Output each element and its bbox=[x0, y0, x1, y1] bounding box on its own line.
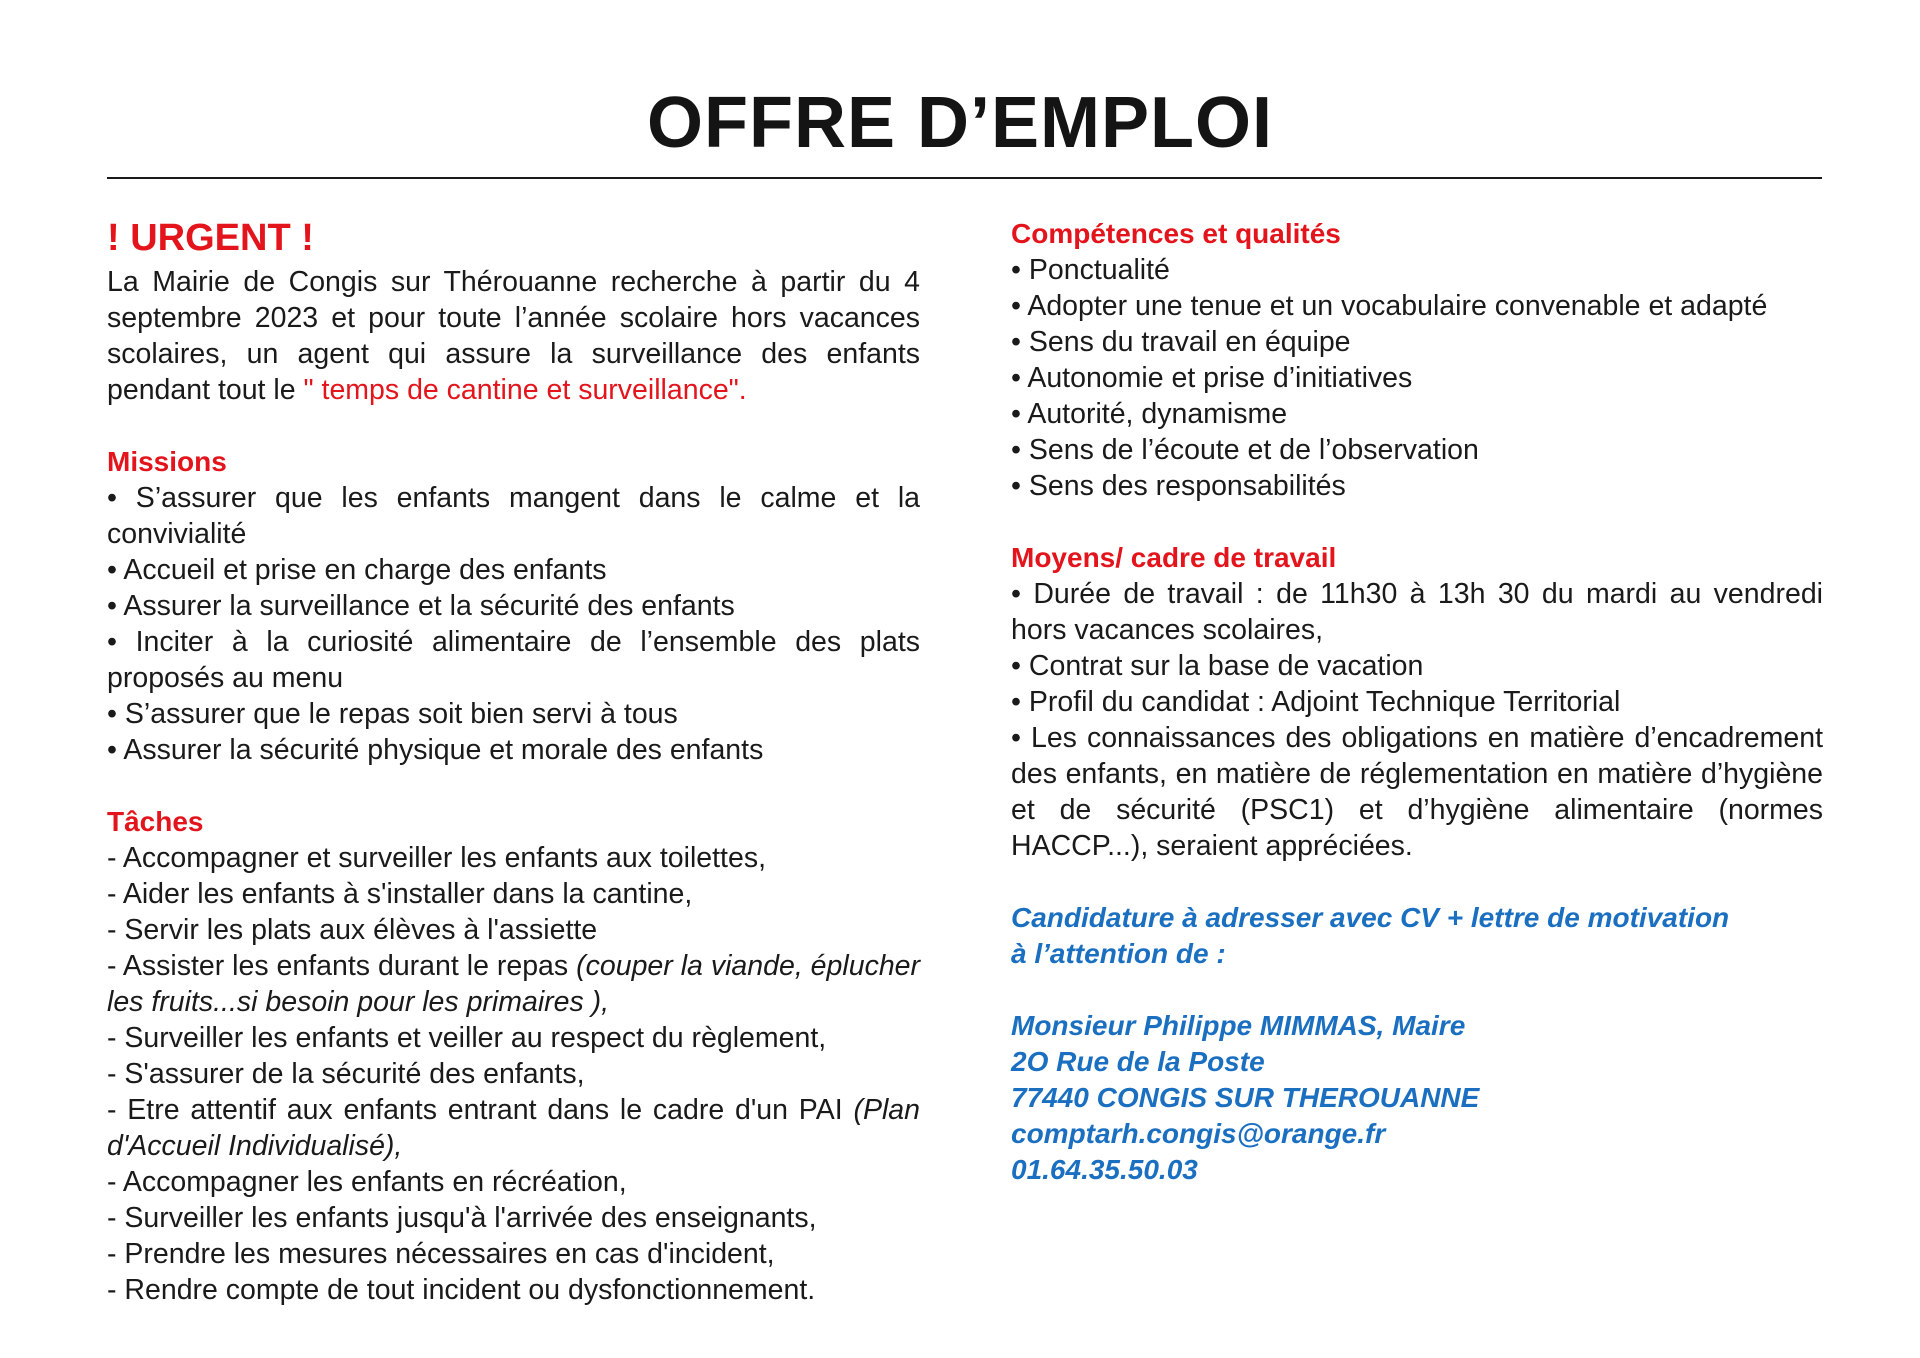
intro-highlight: " temps de cantine et surveillance". bbox=[303, 374, 747, 406]
list-item: • Inciter à la curiosité alimentaire de l’ensemble des plats proposés au menu bbox=[107, 626, 920, 694]
list-item: • S’assurer que les enfants mangent dans le calme et la convivialité bbox=[107, 482, 920, 550]
list-item: • Autonomie et prise d’initiatives bbox=[1011, 362, 1413, 394]
missions-list bbox=[107, 480, 920, 768]
list-item: • Durée de travail : de 11h30 à 13h 30 du mardi au vendredi hors vacances scolaires, bbox=[1011, 578, 1823, 646]
competences-list bbox=[1011, 252, 1823, 504]
candidature-line-1: Candidature à adresser avec CV + lettre de motivation bbox=[1011, 902, 1730, 933]
left-column bbox=[107, 216, 920, 1308]
list-item: • Profil du candidat : Adjoint Technique Territorial bbox=[1011, 686, 1621, 718]
missions-heading: Missions bbox=[107, 446, 227, 477]
contact-email[interactable]: comptarh.congis@orange.fr bbox=[1011, 1118, 1386, 1149]
item-text: - Etre attentif aux enfants entrant dans le cadre d'un PAI bbox=[107, 1094, 843, 1126]
competences-heading: Compétences et qualités bbox=[1011, 218, 1341, 249]
list-item: • Sens du travail en équipe bbox=[1011, 326, 1351, 358]
list-item: - S'assurer de la sécurité des enfants, bbox=[107, 1058, 585, 1090]
taches-heading: Tâches bbox=[107, 806, 204, 837]
contact-city: 77440 CONGIS SUR THEROUANNE bbox=[1011, 1082, 1480, 1113]
list-item: - Prendre les mesures nécessaires en cas d'incident, bbox=[107, 1238, 775, 1270]
item-text: - Assister les enfants durant le repas bbox=[107, 950, 569, 982]
list-item: • Autorité, dynamisme bbox=[1011, 398, 1288, 430]
list-item: - Accompagner les enfants en récréation, bbox=[107, 1166, 627, 1198]
list-item: • Accueil et prise en charge des enfants bbox=[107, 554, 607, 586]
list-item: - Surveiller les enfants et veiller au respect du règlement, bbox=[107, 1022, 827, 1054]
urgent-label: ! URGENT ! bbox=[107, 217, 314, 259]
list-item: • S’assurer que le repas soit bien servi à tous bbox=[107, 698, 678, 730]
list-item: • Sens des responsabilités bbox=[1011, 470, 1346, 502]
contact-name: Monsieur Philippe MIMMAS, Maire bbox=[1011, 1010, 1466, 1041]
list-item: - Accompagner et surveiller les enfants aux toilettes, bbox=[107, 842, 766, 874]
candidature-line-2: à l’attention de : bbox=[1011, 938, 1226, 969]
right-column bbox=[1011, 216, 1823, 1188]
title-divider bbox=[107, 177, 1822, 179]
list-item: - Rendre compte de tout incident ou dysfonctionnement. bbox=[107, 1274, 816, 1306]
list-item bbox=[107, 1092, 920, 1164]
list-item bbox=[107, 948, 920, 1020]
list-item: • Adopter une tenue et un vocabulaire convenable et adapté bbox=[1011, 290, 1768, 322]
intro-paragraph bbox=[107, 264, 920, 408]
list-item: • Assurer la sécurité physique et morale des enfants bbox=[107, 734, 764, 766]
list-item: • Sens de l’écoute et de l’observation bbox=[1011, 434, 1479, 466]
list-item: - Servir les plats aux élèves à l'assiette bbox=[107, 914, 598, 946]
page-title: OFFRE D’EMPLOI bbox=[647, 83, 1273, 163]
moyens-heading: Moyens/ cadre de travail bbox=[1011, 542, 1337, 573]
item-italic-note: (Plan d'Accueil Individualisé), bbox=[107, 1094, 920, 1162]
taches-list bbox=[107, 840, 920, 1308]
list-item: • Assurer la surveillance et la sécurité des enfants bbox=[107, 590, 735, 622]
item-italic-note: (couper la viande, éplucher les fruits...si besoin pour les primaires ), bbox=[107, 950, 921, 1018]
list-item: • Contrat sur la base de vacation bbox=[1011, 650, 1424, 682]
intro-text: La Mairie de Congis sur Thérouanne recherche à partir du 4 septembre 2023 et pour toute l’année scolaire hors vacances scolaires, un agent qui assure la surveillance des enfants pendant tout le bbox=[107, 266, 920, 406]
moyens-list bbox=[1011, 576, 1823, 864]
contact-phone[interactable]: 01.64.35.50.03 bbox=[1011, 1154, 1198, 1185]
list-item: - Aider les enfants à s'installer dans la cantine, bbox=[107, 878, 693, 910]
list-item: - Surveiller les enfants jusqu'à l'arrivée des enseignants, bbox=[107, 1202, 817, 1234]
list-item: • Les connaissances des obligations en matière d’encadrement des enfants, en matière de réglementation en matière d’hygiène et de sécurité (PSC1) et d’hygiène alimentaire (normes HACCP...), seraient appréciées. bbox=[1011, 722, 1823, 862]
contact-street: 2O Rue de la Poste bbox=[1011, 1046, 1265, 1077]
list-item: • Ponctualité bbox=[1011, 254, 1170, 286]
